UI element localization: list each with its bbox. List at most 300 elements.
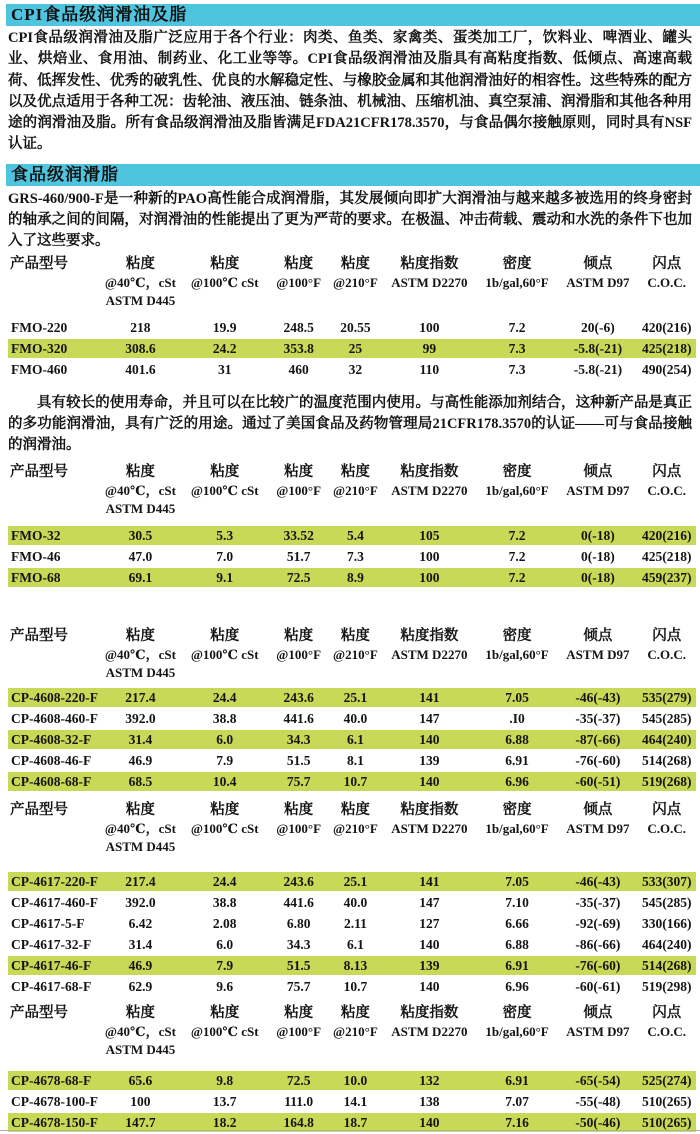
column-subheader [476, 500, 559, 518]
spec-value: 7.10 [476, 892, 559, 913]
spec-value: 514(268) [637, 750, 696, 771]
spec-value: 139 [383, 750, 476, 771]
spec-value: 7.9 [180, 955, 269, 976]
spec-table [8, 1004, 696, 1134]
column-header: 产品型号 [10, 255, 68, 272]
product-model: CP-4617-32-F [8, 934, 101, 955]
spec-value: -76(-60) [558, 750, 637, 771]
spec-value: 353.8 [269, 338, 327, 359]
spec-value: -65(-54) [558, 1071, 637, 1091]
spec-value: 24.2 [180, 338, 269, 359]
column-subheader [476, 838, 559, 856]
column-subheader [8, 482, 101, 500]
section-title-food-grade-oils: CPI食品级润滑油及脂 [6, 4, 700, 26]
column-subheader: @100°F [276, 646, 322, 662]
spec-value: 69.1 [101, 567, 180, 588]
spec-value: 460 [269, 359, 327, 380]
column-subheader: ASTM D2270 [391, 482, 468, 498]
column-subheader [383, 500, 476, 518]
column-subheader [558, 838, 637, 856]
intro-paragraph: CPI食品级润滑油及脂广泛应用于各个行业：肉类、鱼类、家禽类、蛋类加工厂，饮料业、啤酒业、罐头业、烘焙业、食用油、制药业、化工业等等。CPI食品级润滑油及脂具有高粘度指数、低倾点、高速高载荷、低挥发性、优秀的破乳性、优良的水解稳定性、与橡胶金属和其他润滑油好的相容性。这些特殊的配方以及优点适用于各种工况：齿轮油、液压油、链条油、机械油、压缩机油、真空泵浦、润滑脂和其他各种用途的润滑油及脂。所有食品级润滑油及脂皆满足FDA21CFR178.3570，与食品偶尔接触原则，同时具有NSF认证。 [8, 30, 692, 153]
spec-value: 38.8 [180, 708, 269, 729]
spec-value: 6.96 [476, 771, 559, 792]
spec-value: 425(218) [637, 338, 696, 359]
spec-value: 525(274) [637, 1071, 696, 1091]
spec-value: 401.6 [101, 359, 180, 380]
spec-value: 147 [383, 892, 476, 913]
spec-value: 100 [101, 1091, 180, 1112]
column-subheader: 1b/gal,60°F [485, 820, 549, 836]
column-subheader [8, 1041, 101, 1059]
spec-value: 31.4 [101, 729, 180, 750]
column-subheader [269, 1041, 327, 1059]
column-subheader: @100°F [276, 482, 322, 498]
spec-value: 392.0 [101, 708, 180, 729]
column-subheader [328, 664, 383, 682]
spec-value: 62.9 [101, 976, 180, 997]
spec-value: 392.0 [101, 892, 180, 913]
spec-value: 30.5 [101, 526, 180, 546]
spec-value: 140 [383, 771, 476, 792]
product-model: FMO-46 [8, 546, 101, 567]
column-header: 闪点 [652, 463, 682, 480]
spec-value: 248.5 [269, 318, 327, 338]
spec-value: 7.3 [328, 546, 383, 567]
column-subheader: ASTM D2270 [391, 1023, 468, 1039]
column-subheader: ASTM D2270 [391, 820, 468, 836]
spec-value: 75.7 [269, 771, 327, 792]
spec-value: 47.0 [101, 546, 180, 567]
table-row [8, 913, 696, 934]
spec-value: 6.96 [476, 976, 559, 997]
spec-value: 24.4 [180, 688, 269, 708]
spec-value: 9.8 [180, 1071, 269, 1091]
spec-value: 8.1 [328, 750, 383, 771]
column-header: 密度 [502, 627, 532, 644]
spec-value: 75.7 [269, 976, 327, 997]
column-header: 粘度 [210, 627, 240, 644]
column-subheader: C.O.C. [647, 274, 687, 290]
column-subheader [476, 292, 559, 310]
column-subheader [8, 274, 101, 292]
spec-value: 51.7 [269, 546, 327, 567]
table-row [8, 688, 696, 708]
spec-table-fmo-light [8, 463, 696, 589]
spec-value: 14.1 [328, 1091, 383, 1112]
product-model: FMO-68 [8, 567, 101, 588]
spec-value: 139 [383, 955, 476, 976]
spec-value: 217.4 [101, 688, 180, 708]
column-subheader: ASTM D445 [105, 664, 176, 680]
product-model: CP-4608-46-F [8, 750, 101, 771]
spec-value: 8.13 [328, 955, 383, 976]
table-row [8, 359, 696, 380]
spec-value: 38.8 [180, 892, 269, 913]
spec-value: 2.11 [328, 913, 383, 934]
spec-value: 6.42 [101, 913, 180, 934]
column-subheader: @100℃ cSt [190, 1023, 259, 1039]
table-row [8, 1071, 696, 1091]
column-subheader: @100°F [276, 1023, 322, 1039]
product-model: CP-4617-220-F [8, 872, 101, 892]
spec-value: 6.1 [328, 934, 383, 955]
column-subheader [383, 292, 476, 310]
column-header: 密度 [502, 463, 532, 480]
column-subheader [180, 838, 269, 856]
column-subheader [558, 1041, 637, 1059]
spec-value: 132 [383, 1071, 476, 1091]
table-row [8, 526, 696, 546]
spec-value: 218 [101, 318, 180, 338]
spec-value: -92(-69) [558, 913, 637, 934]
column-header: 密度 [502, 801, 532, 818]
spec-value: 7.05 [476, 872, 559, 892]
spec-value: 147.7 [101, 1112, 180, 1133]
column-header: 粘度 [284, 1004, 314, 1021]
spec-value: 32 [328, 359, 383, 380]
column-header: 粘度 [125, 463, 155, 480]
column-subheader [637, 664, 696, 682]
column-subheader: ASTM D445 [105, 500, 176, 516]
spec-value: -60(-61) [558, 976, 637, 997]
column-subheader [8, 820, 101, 838]
spec-value: 99 [383, 338, 476, 359]
column-header: 粘度 [125, 801, 155, 818]
column-header: 产品型号 [10, 1004, 68, 1021]
spec-value: 7.2 [476, 318, 559, 338]
table-row [8, 976, 696, 997]
spec-value: 18.2 [180, 1112, 269, 1133]
spec-value: -87(-66) [558, 729, 637, 750]
spec-value: -50(-46) [558, 1112, 637, 1133]
column-subheader: C.O.C. [647, 482, 687, 498]
spec-value: 6.0 [180, 934, 269, 955]
column-subheader [637, 1041, 696, 1059]
spec-value: -5.8(-21) [558, 359, 637, 380]
spec-table-fmo-heavy [8, 255, 696, 381]
column-header: 倾点 [583, 463, 613, 480]
column-header: 粘度 [340, 463, 370, 480]
spec-value: 65.6 [101, 1071, 180, 1091]
column-subheader: @210°F [333, 274, 378, 290]
column-header: 倾点 [583, 627, 613, 644]
spec-table [8, 255, 696, 381]
column-subheader: @100℃ cSt [190, 274, 259, 290]
spec-value: 25.1 [328, 688, 383, 708]
spec-value: 9.1 [180, 567, 269, 588]
spec-value: 13.7 [180, 1091, 269, 1112]
spec-value: 51.5 [269, 955, 327, 976]
column-header: 产品型号 [10, 627, 68, 644]
column-subheader: ASTM D97 [566, 1023, 630, 1039]
spec-value: 100 [383, 546, 476, 567]
column-subheader [8, 500, 101, 518]
spec-value: 33.52 [269, 526, 327, 546]
spec-table [8, 801, 696, 998]
column-subheader: @210°F [333, 482, 378, 498]
spec-value: 5.3 [180, 526, 269, 546]
column-header: 产品型号 [10, 463, 68, 480]
spec-value: 420(216) [637, 526, 696, 546]
column-header: 粘度指数 [400, 463, 459, 480]
spec-value: 514(268) [637, 955, 696, 976]
spec-value: 545(285) [637, 708, 696, 729]
column-header: 倾点 [583, 255, 613, 272]
spec-value: -35(-37) [558, 892, 637, 913]
product-model: CP-4617-5-F [8, 913, 101, 934]
spec-value: 6.88 [476, 729, 559, 750]
spec-value: 140 [383, 1112, 476, 1133]
spec-value: 40.0 [328, 708, 383, 729]
table-row [8, 955, 696, 976]
column-header: 粘度 [284, 801, 314, 818]
column-header: 粘度 [125, 627, 155, 644]
spec-value: 46.9 [101, 955, 180, 976]
table-row [8, 318, 696, 338]
column-subheader [269, 292, 327, 310]
spec-value: 0(-18) [558, 526, 637, 546]
fmo-description-paragraph: 具有较长的使用寿命，并且可以在比较广的温度范围内使用。与高性能添加剂结合，这种新产品是真正的多功能润滑油，具有广泛的用途。通过了美国食品及药物管理局21CFR178.3570的认证——可与食品接触的润滑油。 [8, 394, 692, 454]
spec-value: 533(307) [637, 872, 696, 892]
column-subheader: @210°F [333, 1023, 378, 1039]
table-row [8, 729, 696, 750]
column-subheader [8, 664, 101, 682]
spec-value: 164.8 [269, 1112, 327, 1133]
table-row [8, 1091, 696, 1112]
column-header: 粘度 [210, 463, 240, 480]
table-row [8, 934, 696, 955]
column-subheader: ASTM D2270 [391, 646, 468, 662]
column-header: 粘度 [210, 255, 240, 272]
product-model: FMO-320 [8, 338, 101, 359]
spec-value: 464(240) [637, 934, 696, 955]
column-subheader: C.O.C. [647, 646, 687, 662]
column-subheader: ASTM D445 [105, 292, 176, 308]
column-subheader [269, 664, 327, 682]
spec-value: 20(-6) [558, 318, 637, 338]
spec-value: 72.5 [269, 567, 327, 588]
column-header: 产品型号 [10, 801, 68, 818]
column-header: 密度 [502, 255, 532, 272]
spec-value: 6.91 [476, 1071, 559, 1091]
column-subheader: @100℃ cSt [190, 646, 259, 662]
spec-value: -55(-48) [558, 1091, 637, 1112]
column-subheader: @40℃，cSt [104, 820, 176, 836]
spec-value: 7.3 [476, 338, 559, 359]
spec-value: 217.4 [101, 872, 180, 892]
column-subheader [637, 838, 696, 856]
spec-value: 0(-18) [558, 546, 637, 567]
spec-value: 441.6 [269, 708, 327, 729]
table-row [8, 567, 696, 588]
spec-value: 7.2 [476, 526, 559, 546]
spec-value: 7.07 [476, 1091, 559, 1112]
spec-value: 6.80 [269, 913, 327, 934]
column-subheader [558, 664, 637, 682]
column-header: 闪点 [652, 255, 682, 272]
column-subheader [558, 500, 637, 518]
product-model: FMO-32 [8, 526, 101, 546]
column-header: 粘度 [210, 801, 240, 818]
spec-value: 330(166) [637, 913, 696, 934]
spec-value: 147 [383, 708, 476, 729]
spec-value: 10.7 [328, 771, 383, 792]
spec-value: 127 [383, 913, 476, 934]
spec-value: 34.3 [269, 729, 327, 750]
column-subheader [328, 292, 383, 310]
product-model: CP-4617-68-F [8, 976, 101, 997]
column-header: 粘度 [284, 463, 314, 480]
column-subheader [8, 1023, 101, 1041]
spec-value: 31.4 [101, 934, 180, 955]
spec-value: -60(-51) [558, 771, 637, 792]
spec-value: 100 [383, 318, 476, 338]
column-header: 粘度指数 [400, 255, 459, 272]
product-model: CP-4608-460-F [8, 708, 101, 729]
column-subheader: ASTM D445 [105, 838, 176, 854]
section-title-food-grade-grease: 食品级润滑脂 [6, 164, 700, 186]
column-header: 粘度 [125, 255, 155, 272]
spec-value: -46(-43) [558, 872, 637, 892]
spec-value: -35(-37) [558, 708, 637, 729]
spec-value: 519(268) [637, 771, 696, 792]
column-subheader: 1b/gal,60°F [485, 482, 549, 498]
table-row [8, 708, 696, 729]
column-header: 倾点 [583, 1004, 613, 1021]
column-header: 粘度指数 [400, 801, 459, 818]
spec-value: 138 [383, 1091, 476, 1112]
spec-value: 308.6 [101, 338, 180, 359]
spec-value: 6.91 [476, 750, 559, 771]
spec-value: 7.3 [476, 359, 559, 380]
column-subheader [269, 500, 327, 518]
grease-paragraph: GRS-460/900-F是一种新的PAO高性能合成润滑脂，其发展倾向即扩大润滑油与越来越多被选用的终身密封的轴承之间的间隔，对润滑油的性能提出了更为严苛的要求。在极温、冲击荷载、震动和水洗的条件下也加入了这些要求。 [8, 190, 692, 250]
spec-value: 464(240) [637, 729, 696, 750]
product-model: CP-4678-68-F [8, 1071, 101, 1091]
spec-value: -46(-43) [558, 688, 637, 708]
spec-value: 441.6 [269, 892, 327, 913]
spec-value: 6.88 [476, 934, 559, 955]
column-subheader [180, 664, 269, 682]
spec-value: 20.55 [328, 318, 383, 338]
column-subheader [637, 500, 696, 518]
column-header: 闪点 [652, 1004, 682, 1021]
table-row [8, 338, 696, 359]
product-model: CP-4608-32-F [8, 729, 101, 750]
spec-value: .I0 [476, 708, 559, 729]
spec-value: 7.9 [180, 750, 269, 771]
spec-value: 46.9 [101, 750, 180, 771]
column-subheader: C.O.C. [647, 1023, 687, 1039]
spec-value: 111.0 [269, 1091, 327, 1112]
spec-value: 545(285) [637, 892, 696, 913]
column-subheader: @210°F [333, 820, 378, 836]
column-header: 粘度 [340, 1004, 370, 1021]
spec-value: 68.5 [101, 771, 180, 792]
column-subheader [383, 1041, 476, 1059]
spec-value: 19.9 [180, 318, 269, 338]
spec-value: 7.05 [476, 688, 559, 708]
column-subheader [637, 292, 696, 310]
product-model: CP-4617-46-F [8, 955, 101, 976]
spec-value: 141 [383, 872, 476, 892]
table-row [8, 872, 696, 892]
column-subheader: ASTM D97 [566, 646, 630, 662]
column-subheader: 1b/gal,60°F [485, 274, 549, 290]
spec-value: 425(218) [637, 546, 696, 567]
column-header: 倾点 [583, 801, 613, 818]
table-row [8, 750, 696, 771]
product-model: CP-4608-68-F [8, 771, 101, 792]
column-subheader: @40℃，cSt [104, 482, 176, 498]
spec-value: 140 [383, 934, 476, 955]
spec-value: 490(254) [637, 359, 696, 380]
spec-value: 7.2 [476, 546, 559, 567]
spec-value: 10.4 [180, 771, 269, 792]
column-subheader: @40℃，cSt [104, 274, 176, 290]
column-subheader: @100°F [276, 820, 322, 836]
spec-value: 519(298) [637, 976, 696, 997]
column-subheader [558, 292, 637, 310]
spec-value: 7.16 [476, 1112, 559, 1133]
spec-table-cp4678 [8, 1004, 696, 1134]
column-subheader [180, 1041, 269, 1059]
column-subheader: @100°F [276, 274, 322, 290]
product-model: CP-4678-100-F [8, 1091, 101, 1112]
column-subheader [383, 838, 476, 856]
table-row [8, 546, 696, 567]
column-subheader: ASTM D97 [566, 274, 630, 290]
spec-value: 141 [383, 688, 476, 708]
column-subheader: @40℃，cSt [104, 1023, 176, 1039]
spec-value: 31 [180, 359, 269, 380]
spec-table-cp4617 [8, 801, 696, 998]
page-bottom-rule [0, 1130, 700, 1131]
spec-value: 243.6 [269, 688, 327, 708]
spec-value: -5.8(-21) [558, 338, 637, 359]
table-row [8, 892, 696, 913]
column-subheader: @100℃ cSt [190, 820, 259, 836]
spec-table [8, 627, 696, 793]
spec-value: 6.1 [328, 729, 383, 750]
product-model: CP-4678-150-F [8, 1112, 101, 1133]
spec-value: 420(216) [637, 318, 696, 338]
spec-value: 6.91 [476, 955, 559, 976]
column-subheader: ASTM D2270 [391, 274, 468, 290]
spec-value: 25.1 [328, 872, 383, 892]
spec-value: 140 [383, 976, 476, 997]
table-row [8, 771, 696, 792]
spec-table [8, 463, 696, 589]
product-model: CP-4617-460-F [8, 892, 101, 913]
column-subheader [180, 292, 269, 310]
spec-value: 535(279) [637, 688, 696, 708]
spec-value: 0(-18) [558, 567, 637, 588]
spec-value: 459(237) [637, 567, 696, 588]
column-subheader [269, 838, 327, 856]
spec-value: 18.7 [328, 1112, 383, 1133]
spec-value: 34.3 [269, 934, 327, 955]
spec-value: 7.2 [476, 567, 559, 588]
column-header: 粘度 [340, 255, 370, 272]
spec-table-cp4608 [8, 627, 696, 793]
spec-value: -86(-66) [558, 934, 637, 955]
column-header: 粘度指数 [400, 1004, 459, 1021]
column-header: 闪点 [652, 801, 682, 818]
column-header: 闪点 [652, 627, 682, 644]
column-subheader [476, 1041, 559, 1059]
spec-value: 40.0 [328, 892, 383, 913]
